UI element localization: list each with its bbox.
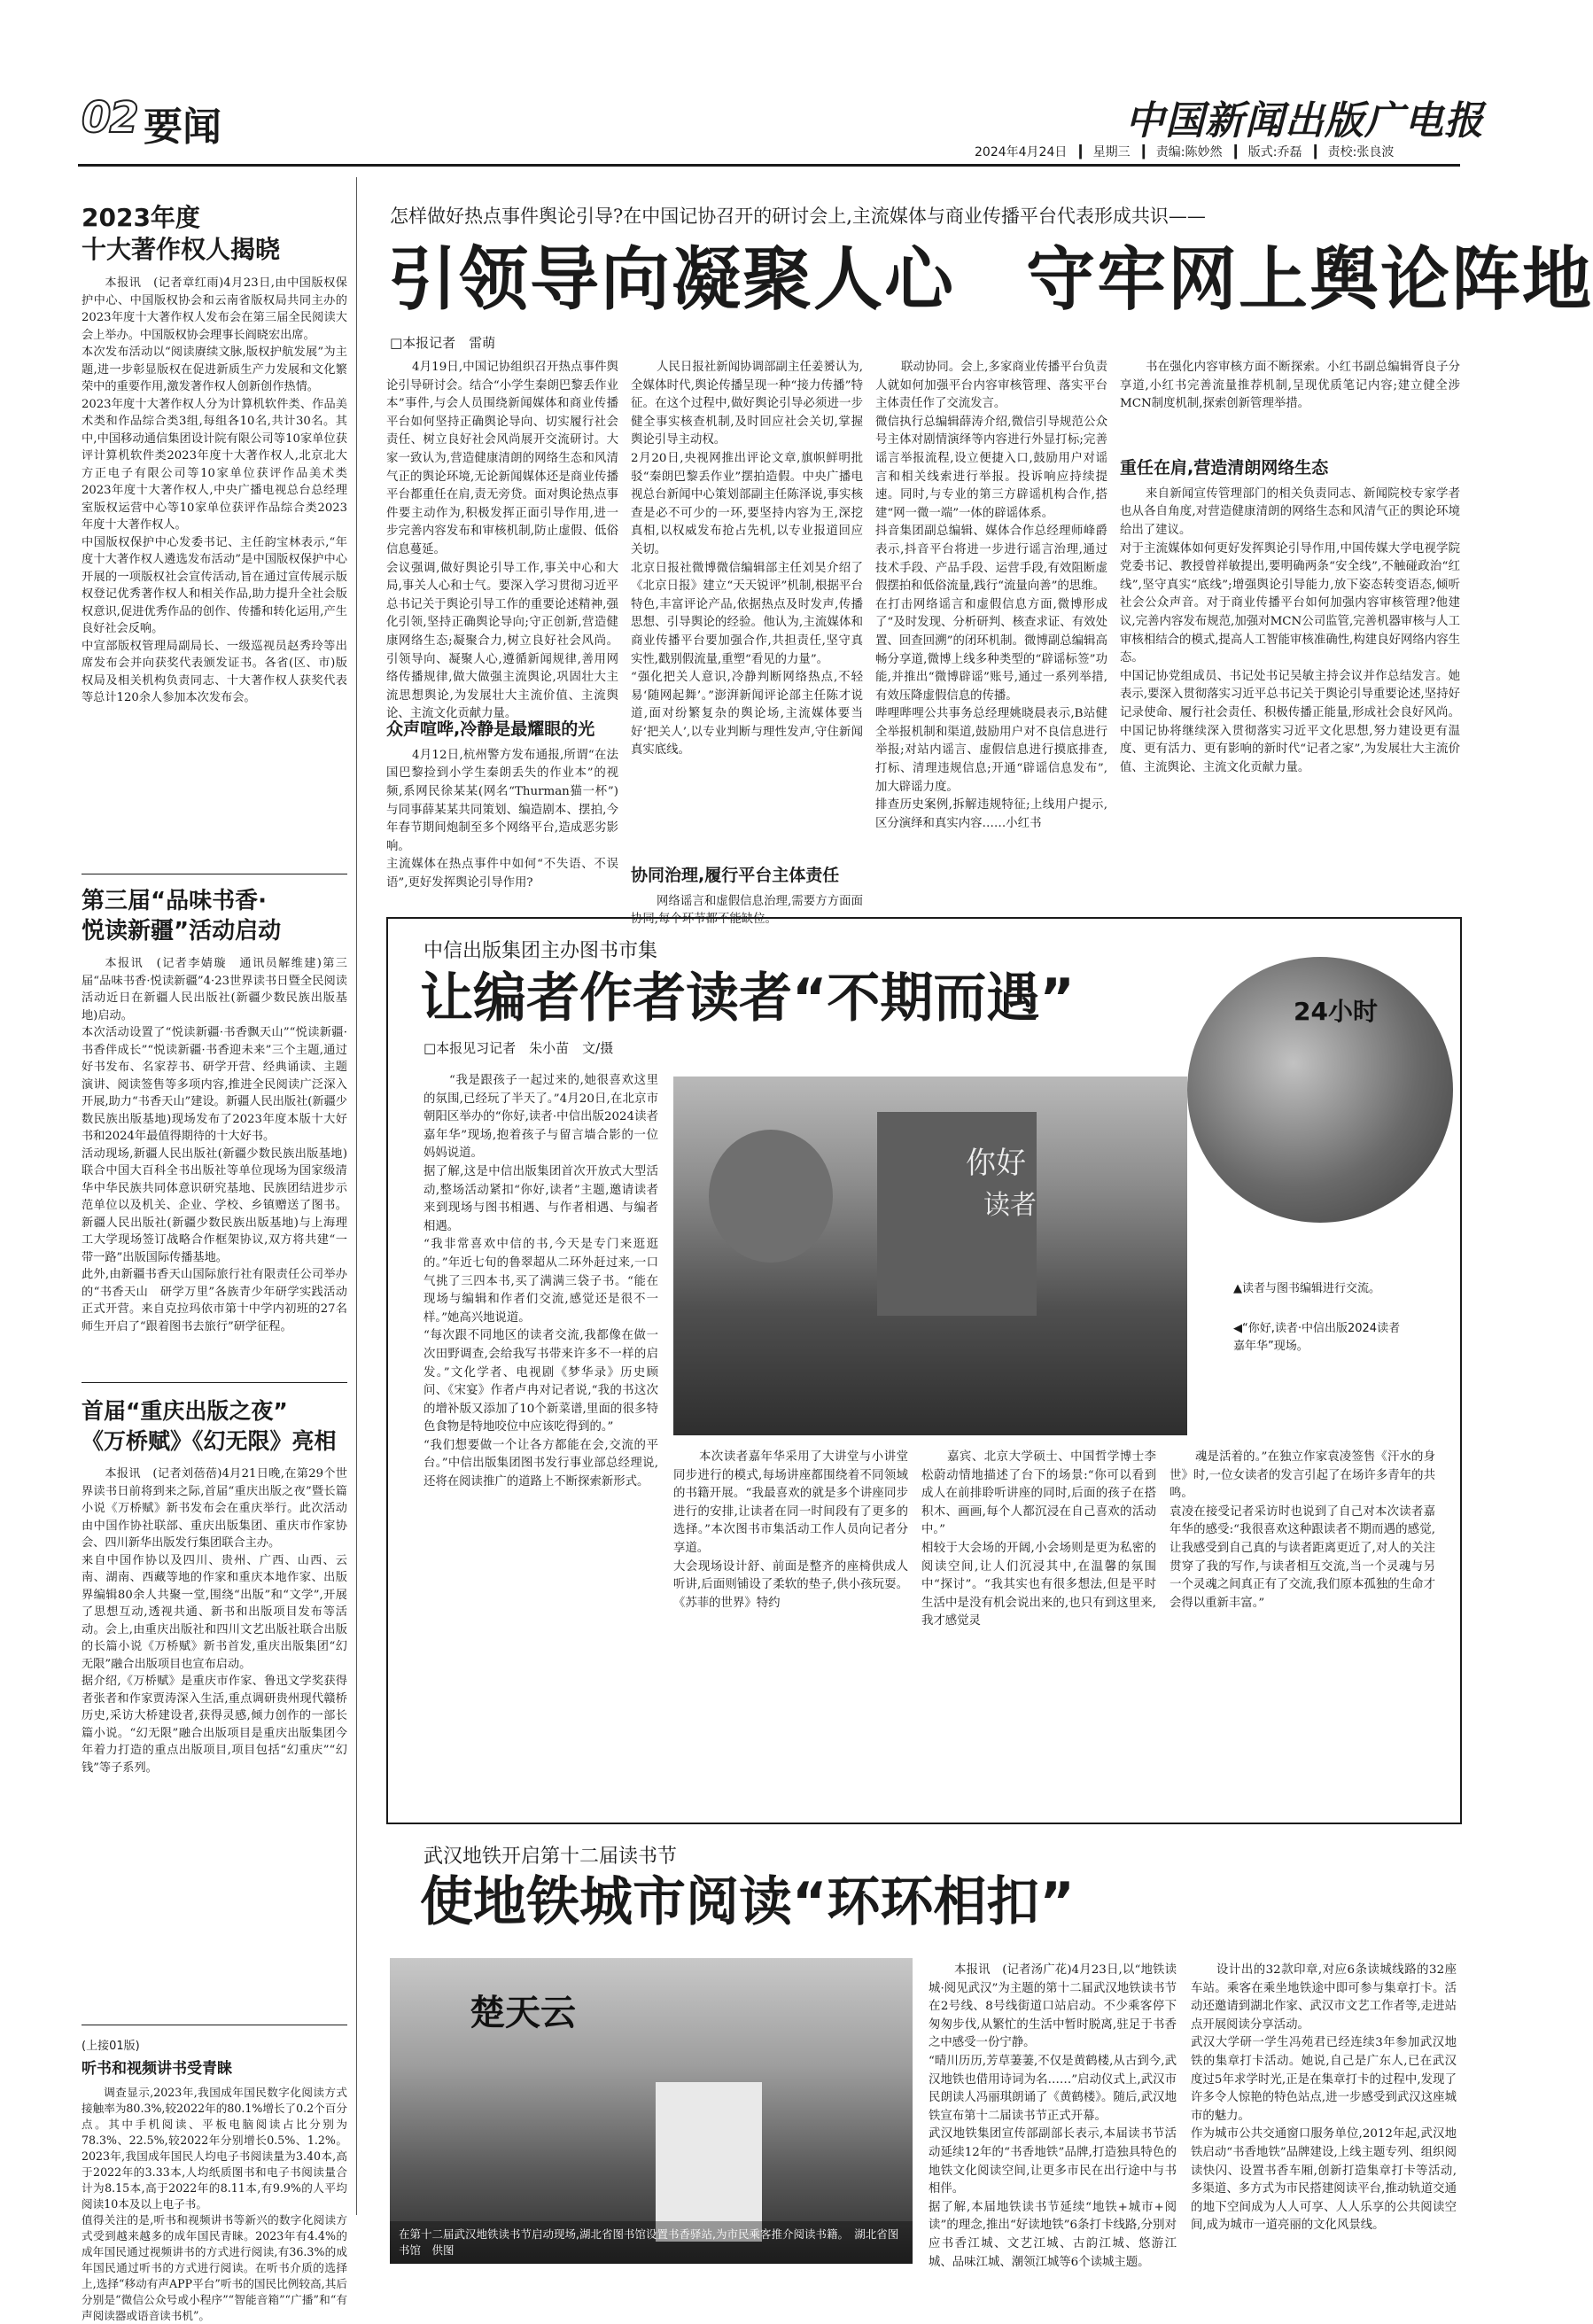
photo-sign-text: 楚天云 bbox=[470, 1993, 576, 2033]
article-chongqing-publishing bbox=[82, 1396, 347, 2041]
photo-wuhan-metro-bookstation bbox=[390, 1958, 913, 2264]
article-title: 2023年度 bbox=[82, 203, 200, 232]
box1-paragraphs: 嘉宾、北京大学硕士、中国哲学博士李松蔚动情地描述了台下的场景:“你可以看到成人在前排聆听讲座的同时,后面的孩子在搭积木、画画,每个人都沉浸在自己喜欢的活动中。” 相较于大会场的开阔,小会场则是更为私密的阅读空间,让人们沉浸其中,在温馨的氛围中“探讨”。“我其实也有很多想法,但是平时生活中是没有机会说出来的,也只有到这里来,我才感觉灵 bbox=[921, 1450, 1156, 1628]
box1-column-2 bbox=[673, 1449, 908, 1803]
lead-byline: □本报记者 雷萌 bbox=[390, 335, 496, 351]
lead-column-1 bbox=[386, 359, 618, 890]
box2-column-1 bbox=[929, 1962, 1177, 2267]
article-title: 十大著作权人揭晓 bbox=[82, 235, 281, 264]
lead-paragraphs: 来自新闻宣传管理部门的相关负责同志、新闻院校专家学者也从各自角度,对营造健康清朗的网络生态和风清气正的舆论环境给出了建议。 对于主流媒体如何更好发挥舆论引导作用,中国传媒大学电视学院党委书记、教授曾祥敏提出,要明确两条“安全线”,不触碰政治“红线”,坚守真实“底线”;增强舆论引导能力,放下姿态转变语态,倾听社会公众声音。对于商业传播平台如何加强内容审核管理?他建议,完善内容发布规范,加强对MCN公司监管,完善机器审核与人工审核相结合的模式,提高人工智能审核准确性,构建良好网络内容生态。 中国记协党组成员、书记处书记吴敏主持会议并作总结发言。她表示,要深入贯彻落实习近平总书记关于舆论引导重要论述,坚持好记录使命、履行社会责任、积极传播正能量,形成社会良好风尚。中国记协将继续深入贯彻落实习近平文化思想,努力建设更有温度、更有活力、更有影响的新时代“记者之家”,为发展壮大主流价值、主流舆论、主流文化贡献力量。 bbox=[1120, 486, 1460, 774]
lead-subheading: 众声喧哗,冷静是最耀眼的光 bbox=[386, 719, 595, 739]
lead-paragraphs: 联动协同。会上,多家商业传播平台负责人就如何加强平台内容审核管理、落实平台主体责任作了交流发言。 微信执行总编辑薛涛介绍,微信引导规范公众号主体对剧情演绎等内容进行外显打标;完善谣言举报流程,设立便捷入口,鼓励用户对谣言和相关线索进行举报。投诉响应持续提速。同时,与专业的第三方辟谣机构合作,搭建“网一微一端”一体的辟谣体系。 抖音集团副总编辑、媒体合作总经理师峰爵表示,抖音平台将进一步进行谣言治理,通过技术手段、产品手段、运营手段,有效阻断虚假摆拍和低俗流量,践行“流量向善”的思维。 在打击网络谣言和虚假信息方面,微博形成了“及时发现、分析研判、核查求证、有效处置、回查回溯”的闭环机制。微博副总编辑高畅分享道,微博上线多种类型的“辟谣标签”功能,并推出“微博辟谣”账号,通过一系列举措,有效压降虚假信息的传播。 哔哩哔哩公共事务总经理姚晓晨表示,B站健全举报机制和渠道,鼓励用户对不良信息进行举报;对站内谣言、虚假信息进行摸底排查,打标、清理违规信息;开通“辟谣信息发布”,加大辟谣力度。 排查历史案例,拆解违规特征;上线用户提示,区分演绎和真实内容……小红书 bbox=[875, 361, 1107, 830]
box1-paragraphs: 魂是活着的。”在独立作家袁凌签售《汗水的身世》时,一位女读者的发言引起了在场许多青年的共鸣。 袁凌在接受记者采访时也说到了自己对本次读者嘉年华的感受:“我很喜欢这种跟读者不期而遇的感觉,让我感受到自己真的与读者距离更近了,对人的关注贯穿了我的写作,与读者相互交流,当一个灵魂与另一个灵魂之间真正有了交流,我们原本孤独的生命才会得以重新丰富。” bbox=[1169, 1450, 1435, 1610]
lead-column-4 bbox=[1120, 359, 1460, 893]
box1-headline: 让编者作者读者“不期而遇” bbox=[420, 968, 1075, 1030]
lead-paragraphs: 书在强化内容审核方面不断探索。小红书副总编辑胥良子分享道,小红书完善流量推荐机制,呈现优质笔记内容;建立健全涉MCN制度机制,探索创新管理举措。 bbox=[1120, 361, 1460, 411]
article-title: 悦读新疆”活动启动 bbox=[82, 918, 282, 944]
article-copyright-list bbox=[82, 202, 347, 842]
box2-kicker: 武汉地铁开启第十二届读书节 bbox=[424, 1846, 678, 1868]
box2-column-2 bbox=[1191, 1962, 1457, 2267]
jump-label: (上接01版) bbox=[82, 2040, 140, 2053]
section-title: 要闻 bbox=[144, 105, 221, 150]
lead-paragraphs: 4月12日,杭州警方发布通报,所谓“在法国巴黎捡到小学生秦朗丢失的作业本”的视频,系网民徐某某(网名“Thurman猫一杯”)与同事薛某某共同策划、编造剧本、摆拍,今年春节期间炮制至多个网络平台,造成恶劣影响。 主流媒体在热点事件中如何“不失语、不误语”,更好发挥舆论引导作用? bbox=[386, 748, 618, 890]
photo-citic-venue: 你好 读者 bbox=[673, 1077, 1187, 1435]
editor-credit: 责编:陈妙然 bbox=[1155, 145, 1223, 159]
box1-paragraphs: “我是跟孩子一起过来的,她很喜欢这里的氛围,已经玩了半天了。”4月20日,在北京市朝阳区举办的“你好,读者·中信出版2024读者嘉年华”现场,抱着孩子与留言墙合影的一位妈妈说道。 据了解,这是中信出版集团首次开放式大型活动,整场活动紧扣“你好,读者”主题,邀请读者来到现场与图书相遇、与作者相遇、与编者相遇。 “我非常喜欢中信的书,今天是专门来逛逛的。”年近七旬的鲁翠超从二环外赶过来,一口气挑了三四本书,买了满满三袋子书。“能在现场与编辑和作者们交流,感觉还是很不一样。”她高兴地说道。 “每次跟不同地区的读者交流,我都像在做一次田野调查,会给我写书带来许多不一样的启发。”文化学者、电视剧《梦华录》历史顾问、《宋宴》作者卢冉对记者说,“我的书这次的增补版又添加了10个新菜谱,里面的很多特色食物是特地咬位中应该吃得到的。” “我们想要做一个让各方都能在会,交流的平台。”中信出版集团图书发行事业部总经理说,还将在阅读推广的道路上不断探索新形式。 bbox=[424, 1074, 658, 1489]
masthead: 中国新闻出版广电报 bbox=[1125, 98, 1484, 144]
box2-caption: 在第十二届武汉地铁读书节启动现场,湖北省图书馆设置书香驿站,为市民乘客推介阅读书籍。 湖北省图书馆 供图 bbox=[390, 2221, 913, 2264]
issue-weekday: 星期三 bbox=[1092, 145, 1131, 159]
article-body: 本报讯 (记者刘蓓蓓)4月21日晚,在第29个世界读书日前将到来之际,首届“重庆出版之夜”暨长篇小说《万桥赋》新书发布会在重庆举行。此次活动由中国作协社联部、重庆出版集团、重庆市作家协会、四川新华出版发行集团联合主办。 来自中国作协以及四川、贵州、广西、山西、云南、湖南、西藏等地的作家和重庆本地作家、出版界编辑80余人共聚一堂,围绕“出版”和“文学”,开展了思想互动,透视共通、新书和出版项目发布等活动。会上,由重庆出版社和四川文艺出版社联合出版的长篇小说《万桥赋》新书首发,重庆出版集团“幻无限”融合出版项目也宣布启动。 据介绍,《万桥赋》是重庆市作家、鲁迅文学奖获得者张者和作家贾涛深入生活,重点调研贵州现代赣桥历史,采访大桥建设者,获得灵感,倾力创作的一部长篇小说。“幻无限”融合出版项目是重庆出版集团今年着力打造的重点出版项目,项目包括“幻重庆”“幻钱”等子系列。 bbox=[82, 1467, 347, 1775]
article-xinjiang-reading bbox=[82, 886, 347, 1372]
box1-caption-1: ▲读者与图书编辑进行交流。 bbox=[1233, 1282, 1380, 1295]
lead-paragraphs: 网络谣言和虚假信息治理,需要方方面面协同,每个环节都不能缺位。 bbox=[631, 894, 863, 927]
lead-subheading: 协同治理,履行平台主体责任 bbox=[631, 866, 840, 885]
box1-byline: □本报见习记者 朱小苗 文/摄 bbox=[424, 1040, 614, 1056]
box1-caption-2: ◀“你好,读者·中信出版2024读者嘉年华”现场。 bbox=[1233, 1322, 1401, 1353]
article-audio-reading bbox=[82, 2036, 347, 2322]
page-number: 02 bbox=[82, 93, 137, 143]
issue-date: 2024年4月24日 bbox=[975, 145, 1068, 159]
article-title: 首届“重庆出版之夜” bbox=[82, 1398, 288, 1424]
lead-subheading: 重任在肩,营造清朗网络生态 bbox=[1120, 458, 1329, 478]
lead-kicker: 怎样做好热点事件舆论引导?在中国记协召开的研讨会上,主流媒体与商业传播平台代表形成共识—— bbox=[390, 206, 1206, 227]
box1-kicker: 中信出版集团主办图书市集 bbox=[424, 940, 658, 962]
section-divider bbox=[82, 1382, 347, 1383]
box1-column-3 bbox=[921, 1449, 1156, 1803]
article-title: 听书和视频讲书受青睐 bbox=[82, 2060, 232, 2078]
proof-credit: 责校:张良波 bbox=[1327, 145, 1395, 159]
layout-credit: 版式:乔磊 bbox=[1247, 145, 1302, 159]
article-body: 本报讯 (记者李婧璇 通讯员解维建)第三届“品味书香·悦读新疆”4·23世界读书日暨全民阅读活动近日在新疆人民出版社(新疆少数民族出版基地)启动。 本次活动设置了“悦读新疆·书香飘天山”“悦读新疆·书香伴成长”“悦读新疆·书香迎未来”三个主题,通过好书发布、名家荐书、研学开营、经典诵读、主题演讲、阅读签售等多项内容,推进全民阅读广泛深入开展,助力“书香天山”建设。新疆人民出版社(新疆少数民族出版基地)现场发布了2023年度本版十大好书和2024年最值得期待的十大好书。 活动现场,新疆人民出版社(新疆少数民族出版基地)联合中国大百科全书出版社等单位现场为国家级清华中华民族共同体意识研究基地、民族团结进步示范单位以及机关、企业、学校、乡镇赠送了图书。新疆人民出版社(新疆少数民族出版基地)与上海理工大学现场签订战略合作框架协议,双方将共建“一带一路”出版国际传播基地。 此外,由新疆书香天山国际旅行社有限责任公司举办的“书香天山 研学万里”各族青少年研学实践活动正式开营。来自克拉玛依市第十中学内初班的27名师生开启了“跟着图书去旅行”研学征程。 bbox=[82, 957, 347, 1333]
article-body: 本报讯 (记者章红雨)4月23日,由中国版权保护中心、中国版权协会和云南省版权局共同主办的2023年度十大著作权人发布会在第三届全民阅读大会上举办。中国版权协会理事长阎晓宏出席。 本次发布活动以“阅读赓续文脉,版权护航发展”为主题,进一步彰显版权在促进新质生产力发展和文化繁荣中的重要作用,激发著作权人创新创作热情。 2023年度十大著作权人分为计算机软件类、作品美术类和作品综合类3组,每组各10名,共计30名。其中,中国移动通信集团设计院有限公司等10家单位获评计算机软件类2023年度十大著作权人,北京北大方正电子有限公司等10家单位获评作品美术类2023年度十大著作权人,中央广播电视总台总经理室版权运营中心等10家单位获评作品综合类2023年度十大著作权人。 中国版权保护中心发委书记、主任韵宝林表示,“年度十大著作权人遴选发布活动”是中国版权保护中心开展的一项版权社会宣传活动,旨在通过宣传展示版权登记优秀著作权人和相关作品,助力提升全社会版权意识,促进优秀作品的创作、传播和转化运用,产生良好社会反响。 中宣部版权管理局副局长、一级巡视员赵秀玲等出席发布会并向获奖代表颁发证书。各省(区、市)版权局及相关机构负责同志、十大著作权人获奖代表等总计120余人参加本次发布会。 bbox=[82, 276, 347, 704]
box2-paragraphs: 本报讯 (记者汤广花)4月23日,以“地铁读城·阅见武汉”为主题的第十二届武汉地铁读书节在2号线、8号线街道口站启动。不少乘客停下匆匆步伐,从繁忙的生活中暂时脱离,驻足于书香之中感受一份宁静。 “晴川历历,芳草萋萋,不仅是黄鹤楼,从古到今,武汉地铁也借用诗词为名……”启动仪式上,武汉市民朗读人冯丽琪朗诵了《黄鹤楼》。随后,武汉地铁宣布第十二届读书节正式开幕。 武汉地铁集团宣传部副部长表示,本届读书节活动延续12年的“书香地铁”品牌,打造独具特色的地铁文化阅读空间,让更多市民在出行途中与书相伴。 据了解,本届地铁读书节延续“地铁+城市+阅读”的理念,推出“好读地铁”6条打卡线路,分别对应书香江城、文艺江城、古韵江城、悠游江城、品味江城、潮领江城等6个读城主题。 bbox=[929, 1963, 1177, 2269]
lead-paragraphs: 人民日报社新闻协调部副主任姜赟认为,全媒体时代,舆论传播呈现一种“接力传播”特征。在这个过程中,做好舆论引导必须进一步健全事实核查机制,及时回应社会关切,掌握舆论引导主动权。 2月20日,央视网推出评论文章,旗帜鲜明批驳“秦朗巴黎丢作业”摆拍造假。中央广播电视总台新闻中心策划部副主任陈泽说,事实核查是必不可少的一环,要坚持内容为王,深挖真相,以权威发布抢占先机,以专业报道回应关切。 北京日报社微博微信编辑部主任刘昊介绍了《北京日报》建立“天天锐评”机制,根据平台特色,丰富评论产品,依据热点及时发声,传播思想、引导舆论的经验。他认为,主流媒体和商业传播平台要加强合作,共担责任,坚守真实性,戳别假流量,重塑“看见的力量”。 “强化把关人意识,冷静判断网络热点,不轻易‘随网起舞’。”澎湃新闻评论部主任陈才说道,面对纷繁复杂的舆论场,主流媒体要当好‘把关人’,以专业判断与理性发声,守住新闻真实底线。 bbox=[631, 361, 863, 758]
header-rule bbox=[78, 164, 1460, 167]
box1-paragraphs: 本次读者嘉年华采用了大讲堂与小讲堂同步进行的模式,每场讲座都围绕着不同领域的书籍开展。“我最喜欢的就是多个讲座同步进行的安排,让读者在同一时间段有了更多的选择。”本次图书市集活动工作人员向记者分享道。 大会现场设计舒、前面是整齐的座椅供成人听讲,后面则铺设了柔软的垫子,供小孩玩耍。《苏菲的世界》特约 bbox=[673, 1450, 908, 1610]
lead-paragraphs: 4月19日,中国记协组织召开热点事件舆论引导研讨会。结合“小学生秦朗巴黎丢作业本”事件,与会人员围绕新闻媒体和商业传播平台如何坚持正确舆论导向、切实履行社会责任、树立良好社会风尚展开交流研讨。大家一致认为,营造健康清朗的网络生态和风清气正的舆论环境,无论新闻媒体还是商业传播平台都重任在肩,责无旁贷。面对舆论热点事件要主动作为,积极发挥正面引导作用,进一步完善内容发布和审核机制,防止虚假、低俗信息蔓延。 会议强调,做好舆论引导工作,事关中心和大局,事关人心和士气。要深入学习贯彻习近平总书记关于舆论引导工作的重要论述精神,强化引领,坚持正确舆论导向;守正创新,营造健康网络生态;凝聚合力,树立良好社会风尚。引领导向、凝聚人心,遵循新闻规律,善用网络传播规律,做大做强主流舆论,巩固壮大主流思想舆论,为发展壮大主流价值、主流舆论、主流文化贡献力量。 bbox=[386, 361, 618, 721]
box2-headline: 使地铁城市阅读“环环相扣” bbox=[420, 1871, 1075, 1933]
article-title: 第三届“品味书香· bbox=[82, 888, 267, 914]
photo-citic-readers: 24小时 bbox=[1187, 957, 1453, 1223]
lead-headline: 引领导向凝聚人心 守牢网上舆论阵地 bbox=[388, 240, 1593, 320]
issue-info: 2024年4月24日 ▎ 星期三 ▎ 责编:陈妙然 ▎ 版式:乔磊 ▎ 责校:张良波 bbox=[975, 145, 1395, 159]
left-column-divider bbox=[356, 177, 357, 2215]
box1-column-4 bbox=[1169, 1449, 1435, 1803]
lead-column-2 bbox=[631, 359, 863, 929]
box1-column-1 bbox=[424, 1072, 658, 1799]
lead-column-3 bbox=[875, 359, 1107, 904]
article-title: 《万桥赋》《幻无限》亮相 bbox=[82, 1428, 337, 1454]
box2-paragraphs: 设计出的32款印章,对应6条读城线路的32座车站。乘客在乘坐地铁途中即可参与集章打卡。活动还邀请到湖北作家、武汉市文艺工作者等,走进站点开展阅读分享活动。 武汉大学研一学生冯苑君已经连续3年参加武汉地铁的集章打卡活动。她说,自己是广东人,已在武汉度过5年求学时光,正是在集章打卡的过程中,发现了许多令人惊艳的特色站点,进一步感受到武汉这座城市的魅力。 作为城市公共交通窗口服务单位,2012年起,武汉地铁启动“书香地铁”品牌建设,上线主题专列、组织阅读快闪、设置书香车厢,创新打造集章打卡等活动,多渠道、多方式为市民搭建阅读平台,推动轨道交通的地下空间成为人人可享、人人乐享的公共阅读空间,成为城市一道亮丽的文化风景线。 bbox=[1191, 1963, 1457, 2233]
article-body: 调查显示,2023年,我国成年国民数字化阅读方式接触率为80.3%,较2022年的80.1%增长了0.2个百分点。其中手机阅读、平板电脑阅读占比分别为78.3%、22.5%,较2022年分别增长0.5%、1.2%。2023年,我国成年国民人均电子书阅读量为3.40本,高于2022年的3.33本,人均纸质图书和电子书阅读量合计为8.15本,高于2022年的8.11本,有9.9%的人平均阅读10本及以上电子书。 值得关注的是,听书和视频讲书等新兴的数字化阅读方式受到越来越多的成年国民青睐。2023年有4.4%的成年国民通过视频讲书的方式进行阅读,有36.3%的成年国民通过听书的方式进行阅读。在听书介质的选择上,选择“移动有声APP平台”听书的国民比例较高,其后分别是“微信公众号或小程序”“智能音箱”“广播”和“有声阅读器或语音读书机”。 bbox=[82, 2086, 347, 2322]
